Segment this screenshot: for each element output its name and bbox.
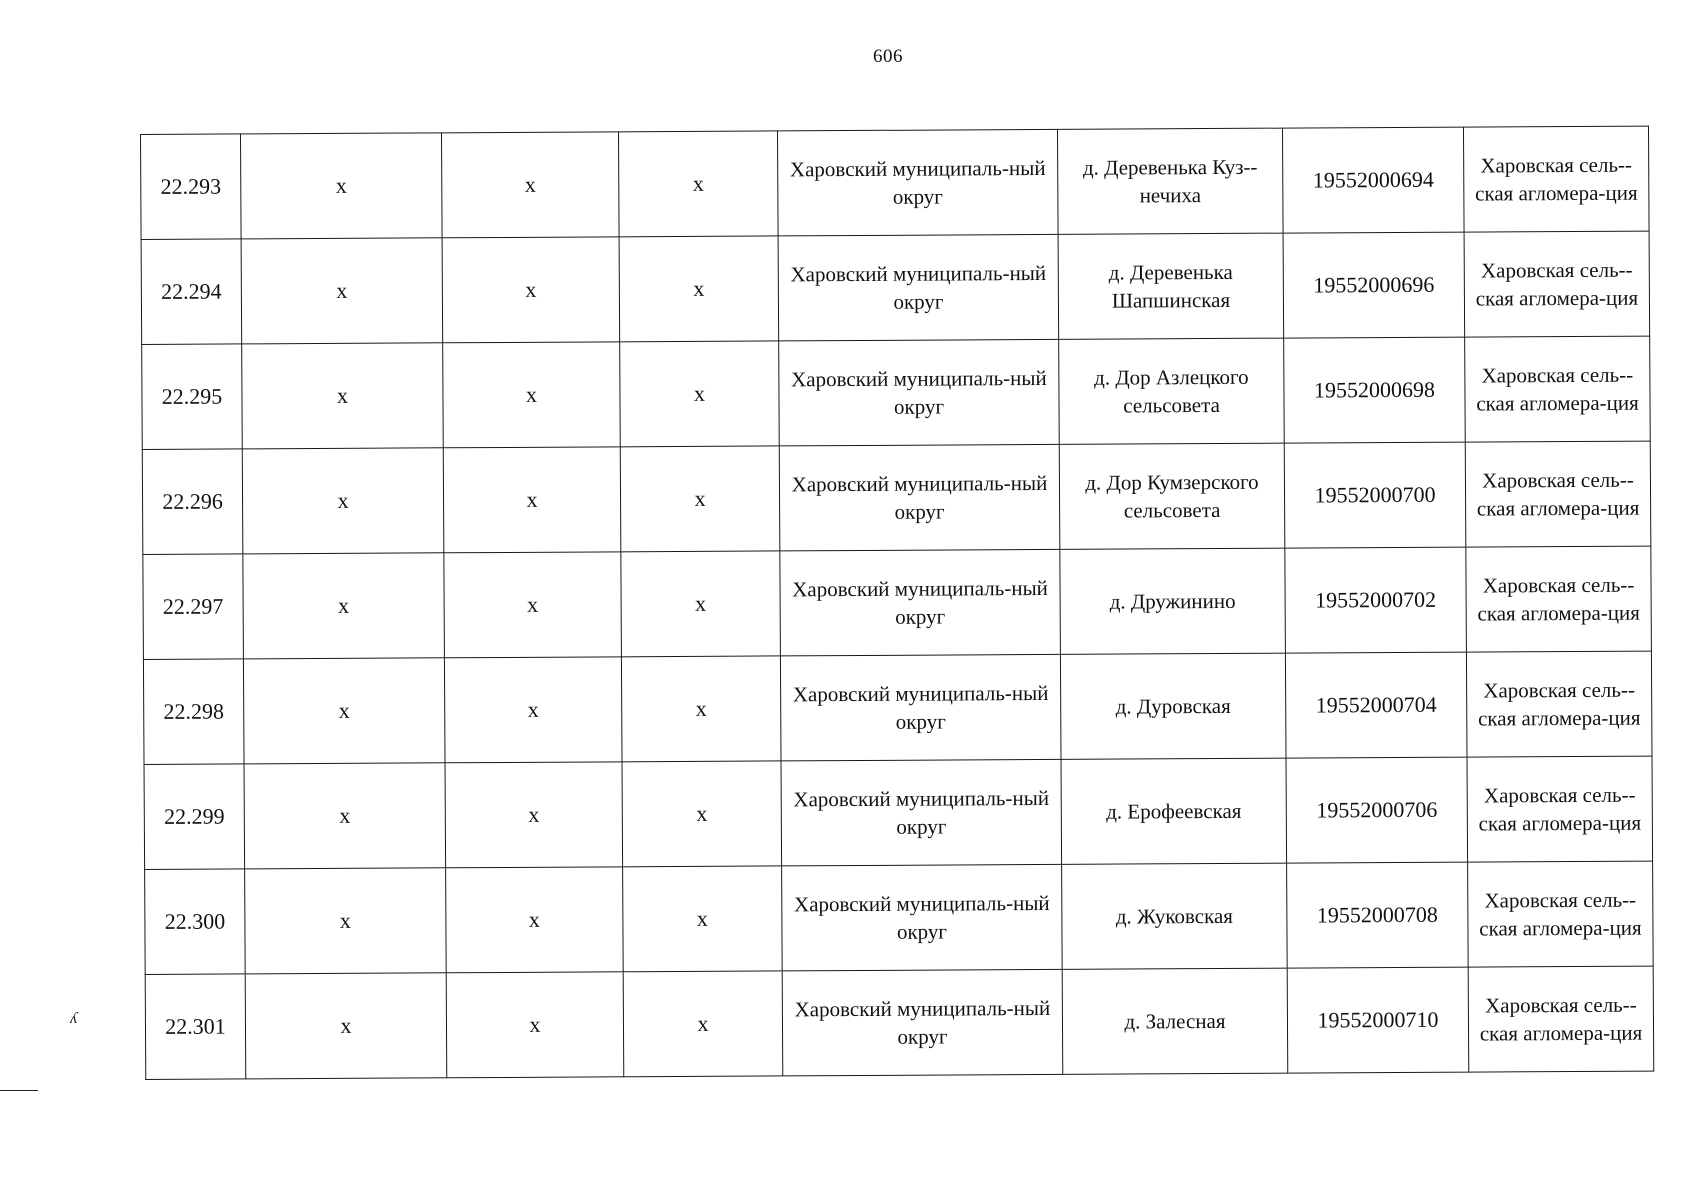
row-number: 22.298 [143, 659, 244, 765]
table-row [141, 231, 1650, 344]
settlements-table [140, 126, 1654, 1080]
agglomeration-cell: Харовская сель-ская агломера-ция [1466, 546, 1652, 652]
cell-x: x [444, 657, 622, 763]
code-cell: 19552000710 [1287, 967, 1469, 1073]
agglomeration-cell: Харовская сель-ская агломера-ция [1468, 966, 1654, 1072]
agglomeration-cell: Харовская сель-ская агломера-ция [1465, 441, 1651, 547]
district-cell: Харовский муниципаль-ный округ [778, 234, 1059, 341]
table-row [142, 336, 1651, 449]
table-row [142, 441, 1651, 554]
table-row [145, 861, 1654, 974]
cell-x: x [243, 658, 445, 764]
district-cell: Харовский муниципаль-ный округ [781, 759, 1062, 866]
code-cell: 19552000700 [1284, 442, 1466, 548]
agglomeration-cell: Харовская сель-ская агломера-ция [1464, 231, 1650, 337]
settlement-cell: д. Ерофеевская [1061, 758, 1287, 864]
code-cell: 19552000696 [1283, 232, 1465, 338]
cell-x: x [245, 973, 447, 1079]
table-row [143, 651, 1652, 764]
cell-x: x [446, 867, 624, 973]
district-cell: Харовский муниципаль-ный округ [782, 864, 1063, 971]
table-row [145, 966, 1654, 1079]
table-row [144, 756, 1653, 869]
settlement-cell: д. Дружинино [1060, 548, 1286, 654]
district-cell: Харовский муниципаль-ный округ [777, 129, 1058, 236]
agglomeration-cell: Харовская сель-ская агломера-ция [1463, 126, 1649, 232]
settlement-cell: д. Залесная [1062, 968, 1288, 1074]
agglomeration-cell: Харовская сель-ская агломера-ция [1468, 861, 1654, 967]
cell-x: x [619, 236, 779, 342]
cell-x: x [242, 343, 444, 449]
settlement-cell: д. Дор Кумзерского сельсовета [1059, 443, 1285, 549]
district-cell: Харовский муниципаль-ный округ [779, 444, 1060, 551]
cell-x: x [442, 237, 620, 343]
cell-x: x [622, 761, 782, 867]
cell-x: x [245, 868, 447, 974]
cell-x: x [618, 131, 778, 237]
settlement-cell: д. Деревенька Шапшинская [1058, 233, 1284, 339]
code-cell: 19552000698 [1284, 337, 1466, 443]
cell-x: x [623, 866, 783, 972]
cell-x: x [244, 763, 446, 869]
settlement-cell: д. Деревенька Куз-нечиха [1057, 128, 1283, 234]
district-cell: Харовский муниципаль-ный округ [779, 339, 1060, 446]
table-row [141, 126, 1650, 239]
row-number: 22.293 [141, 134, 242, 240]
district-cell: Харовский муниципаль-ный округ [780, 549, 1061, 656]
district-cell: Харовский муниципаль-ный округ [782, 969, 1063, 1076]
cell-x: x [620, 446, 780, 552]
code-cell: 19552000704 [1285, 652, 1467, 758]
code-cell: 19552000708 [1287, 862, 1469, 968]
row-number: 22.295 [142, 344, 243, 450]
row-number: 22.299 [144, 764, 245, 870]
row-number: 22.296 [142, 449, 243, 555]
cell-x: x [621, 551, 781, 657]
cell-x: x [444, 552, 622, 658]
table-body [141, 126, 1654, 1079]
margin-line [0, 1090, 38, 1091]
margin-mark: ʎ [70, 1010, 78, 1027]
code-cell: 19552000706 [1286, 757, 1468, 863]
cell-x: x [242, 448, 444, 554]
cell-x: x [445, 762, 623, 868]
cell-x: x [621, 656, 781, 762]
agglomeration-cell: Харовская сель-ская агломера-ция [1466, 651, 1652, 757]
district-cell: Харовский муниципаль-ный округ [780, 654, 1061, 761]
cell-x: x [623, 971, 783, 1077]
cell-x: x [446, 972, 624, 1078]
settlement-cell: д. Дор Азлецкого сельсовета [1059, 338, 1285, 444]
cell-x: x [443, 447, 621, 553]
table-row [143, 546, 1652, 659]
row-number: 22.297 [143, 554, 244, 660]
code-cell: 19552000694 [1282, 127, 1464, 233]
cell-x: x [443, 342, 621, 448]
page-number: 606 [873, 46, 903, 67]
row-number: 22.294 [141, 239, 242, 345]
row-number: 22.301 [145, 974, 246, 1080]
cell-x: x [243, 553, 445, 659]
cell-x: x [241, 133, 443, 239]
agglomeration-cell: Харовская сель-ская агломера-ция [1467, 756, 1653, 862]
cell-x: x [620, 341, 780, 447]
row-number: 22.300 [145, 869, 246, 975]
cell-x: x [241, 238, 443, 344]
agglomeration-cell: Харовская сель-ская агломера-ция [1465, 336, 1651, 442]
cell-x: x [441, 132, 619, 238]
code-cell: 19552000702 [1285, 547, 1467, 653]
settlement-cell: д. Дуровская [1060, 653, 1286, 759]
settlement-cell: д. Жуковская [1062, 863, 1288, 969]
